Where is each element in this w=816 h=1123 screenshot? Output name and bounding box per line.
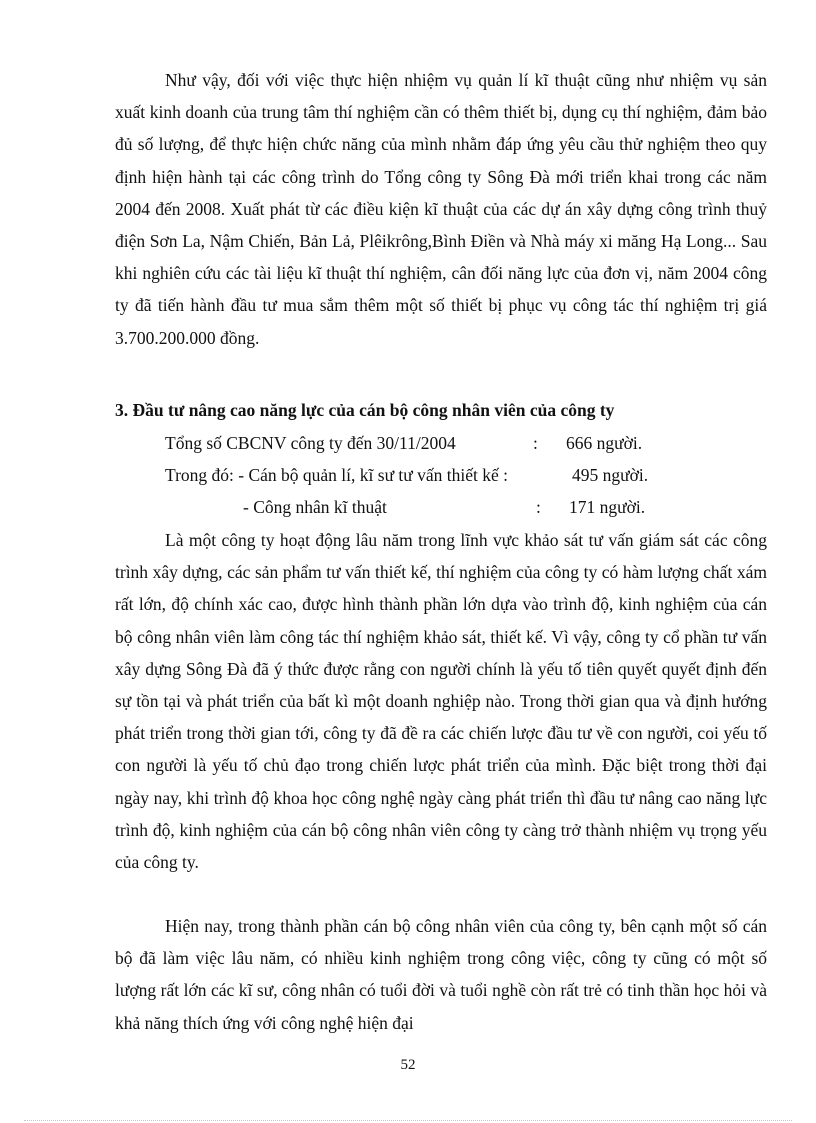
stat-managers-value: 495 người.	[572, 465, 649, 485]
paragraph-human-resources: Là một công ty hoạt động lâu năm trong lĩnh vực khảo sát tư vấn giám sát các công trình xây dựng, các sản phẩm tư vấn thiết kế, thí nghiệm của công ty có hàm lượng chất xám rất lớn, độ chính xác cao, được hình thành phần lớn dựa vào trình độ, kinh nghiệm của cán bộ công nhân viên làm công tác thí nghiệm khảo sát, thiết kế. Vì vậy, công ty cổ phần tư vấn xây dựng Sông Đà đã ý thức được rằng con người chính là yếu tố tiên quyết quyết định đến sự tồn tại và phát triển của bất kì một doanh nghiệp nào. Trong thời gian qua và định hướng phát triển trong thời gian tới, công ty đã đề ra các chiến lược đầu tư về con người, coi yếu tố con người là yếu tố chủ đạo trong chiến lược phát triển của mình. Đặc biệt trong thời đại ngày nay, khi trình độ khoa học công nghệ ngày càng phát triển thì đầu tư nâng cao năng lực trình độ, kinh nghiệm của cán bộ công nhân viên công ty càng trở thành nhiệm vụ trọng yếu của công ty.	[115, 530, 767, 873]
page-number: 52	[400, 1057, 416, 1073]
paragraph-equipment-investment: Như vậy, đối với việc thực hiện nhiệm vụ quản lí kĩ thuật cũng như nhiệm vụ sản xuất kinh doanh của trung tâm thí nghiệm cần có thêm thiết bị, dụng cụ thí nghiệm, đảm bảo đủ số lượng, để thực hiện chức năng của mình nhằm đáp ứng yêu cầu thử nghiệm theo quy định hiện hành tại các công trình do Tổng công ty Sông Đà mới triển khai trong các năm 2004 đến 2008. Xuất phát từ các điều kiện kĩ thuật của các dự án xây dựng công trình thuỷ điện Sơn La, Nậm Chiến, Bản Lả, Plêikrông,Bình Điền và Nhà máy xi măng Hạ Long... Sau khi nghiên cứu các tài liệu kĩ thuật thí nghiệm, cân đối năng lực của đơn vị, năm 2004 công ty đã tiến hành đầu tư mua sắm thêm một số thiết bị phục vụ công tác thí nghiệm trị giá 3.700.200.000 đồng.	[115, 70, 767, 348]
stat-workers-label: - Công nhân kĩ thuật	[243, 497, 387, 517]
paragraph-current-staff: Hiện nay, trong thành phần cán bộ công nhân viên của công ty, bên cạnh một số cán bộ đã làm việc lâu năm, có nhiều kinh nghiệm trong công việc, công ty cũng có một số lượng rất lớn các kĩ sư, công nhân có tuổi đời và tuổi nghề còn rất trẻ có tinh thần học hỏi và khả năng thích ứng với công nghệ hiện đại	[115, 916, 767, 1033]
stat-workers-separator: :	[536, 497, 541, 517]
stat-managers-label: Trong đó: - Cán bộ quản lí, kĩ sư tư vấn thiết kế :	[165, 465, 509, 485]
stat-workers-value: 171 người.	[569, 497, 646, 517]
section-heading: 3. Đầu tư nâng cao năng lực của cán bộ công nhân viên của công ty	[115, 400, 615, 420]
stat-total-staff-separator: :	[533, 433, 538, 453]
stat-total-staff-value: 666 người.	[566, 433, 643, 453]
footer-divider	[24, 1120, 792, 1121]
stat-total-staff-label: Tổng số CBCNV công ty đến 30/11/2004	[165, 433, 456, 453]
